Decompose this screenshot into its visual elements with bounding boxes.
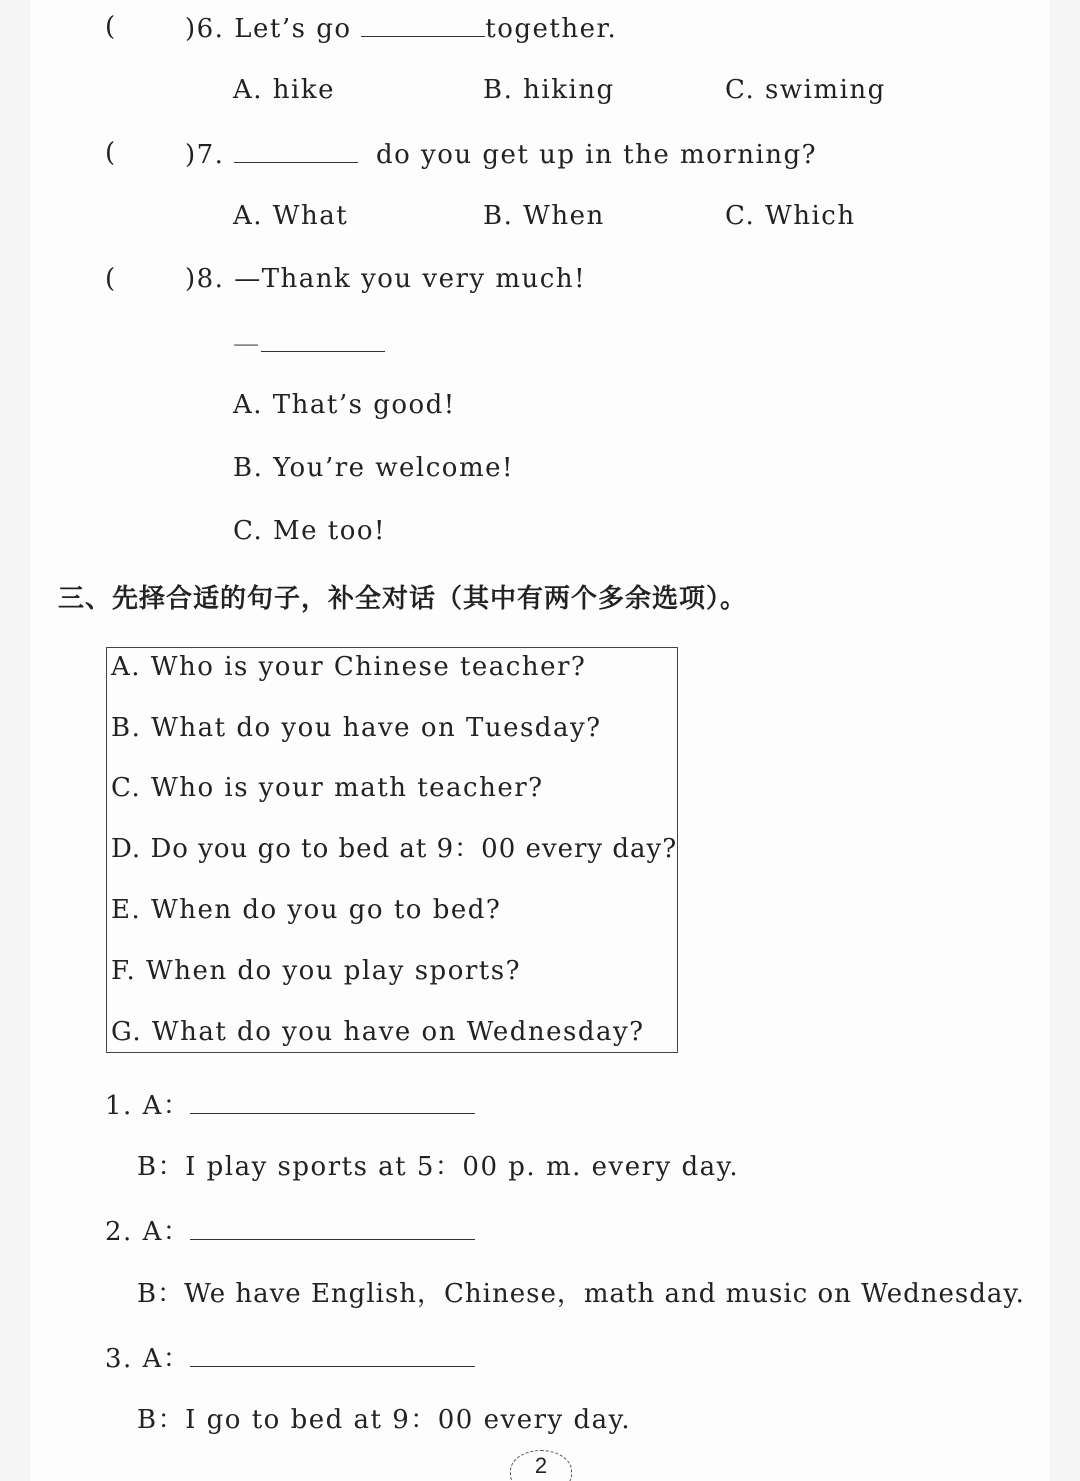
box-option: A. Who is your Chinese teacher? — [111, 652, 587, 682]
option-a: A. What — [233, 201, 349, 231]
page-margin-left — [0, 0, 30, 1481]
box-option: D. Do you go to bed at 9：00 every day? — [111, 834, 678, 864]
question-text: —Thank you very much! — [234, 264, 587, 294]
box-option: B. What do you have on Tuesday? — [111, 713, 602, 743]
question-text: do you get up in the morning? — [375, 140, 818, 170]
answer-blank[interactable] — [234, 136, 358, 163]
question-6 — [185, 10, 617, 46]
question-number: )7. — [185, 140, 225, 170]
answer-paren: ( — [105, 138, 117, 168]
question-number: )8. — [185, 264, 225, 294]
option-b: B. When — [483, 201, 605, 231]
box-option: E. When do you go to bed? — [111, 895, 502, 925]
option-a: A. hike — [233, 75, 336, 105]
answer-paren: ( — [105, 264, 117, 294]
question-text-end: together. — [485, 14, 618, 44]
section-heading: 三、先择合适的句子，补全对话（其中有两个多余选项）。 — [58, 584, 748, 614]
dialogue-2-a — [105, 1213, 475, 1249]
answer-blank[interactable] — [361, 10, 485, 37]
dialogue-2-b: B：We have English，Chinese，math and music on Wednesday. — [137, 1279, 1025, 1309]
dialogue-3-b: B：I go to bed at 9：00 every day. — [137, 1405, 632, 1435]
dialogue-1-b: B：I play sports at 5：00 p. m. every day. — [137, 1152, 740, 1182]
question-7 — [185, 136, 817, 172]
option-c: C. Which — [725, 201, 856, 231]
dialogue-1-a — [105, 1087, 475, 1123]
page-number: 2 — [510, 1450, 572, 1481]
dialogue-3-a — [105, 1340, 475, 1376]
question-8 — [185, 262, 586, 296]
answer-blank[interactable] — [261, 325, 385, 352]
box-option: C. Who is your math teacher? — [111, 773, 544, 803]
answer-blank[interactable] — [190, 1340, 475, 1367]
option-a: A. That’s good! — [233, 390, 456, 420]
speaker-label: 3. A： — [105, 1344, 191, 1374]
speaker-label: 1. A： — [105, 1091, 191, 1121]
option-b: B. You’re welcome! — [233, 453, 514, 483]
box-option: F. When do you play sports? — [111, 956, 522, 986]
reply-line — [233, 325, 385, 361]
page-margin-right — [1050, 0, 1080, 1481]
speaker-label: 2. A： — [105, 1217, 191, 1247]
question-text: Let’s go — [234, 14, 352, 44]
box-option: G. What do you have on Wednesday? — [111, 1017, 645, 1047]
question-number: )6. — [185, 14, 225, 44]
dash: — — [233, 329, 261, 359]
option-c: C. swiming — [725, 75, 886, 105]
answer-paren: ( — [105, 12, 117, 42]
answer-blank[interactable] — [190, 1213, 475, 1240]
answer-blank[interactable] — [190, 1087, 475, 1114]
option-c: C. Me too! — [233, 516, 386, 546]
option-b: B. hiking — [483, 75, 615, 105]
